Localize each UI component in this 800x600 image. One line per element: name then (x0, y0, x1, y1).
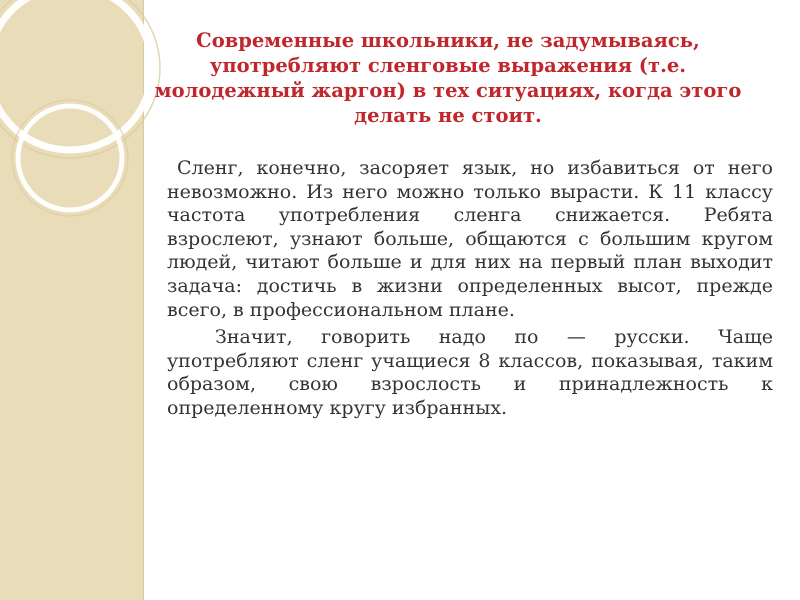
decorative-side-panel (0, 0, 144, 600)
slide-title: Современные школьники, не задумываясь, употребляют сленговые выражения (т.е. молодежный жаргон) в тех ситуациях, когда этого делать не стоит. (154, 29, 742, 127)
body-paragraph: Сленг, конечно, засоряет язык, но избавиться от него невозможно. Из него можно только вырасти. К 11 классу частота употребления сленга снижается. Ребята взрослеют, узнают больше, общаются с большим кругом людей, читают больше и для них на первый план выходит задача: достичь в жизни определенных высот, прежде всего, в профессиональном плане. (167, 157, 773, 321)
body-paragraph: Значит, говорить надо по — русски. Чаще употребляют сленг учащиеся 8 классов, показывая, таким образом, свою взрослость и принадлежность к определенному кругу избранных. (167, 326, 773, 419)
slide-body (167, 157, 773, 421)
